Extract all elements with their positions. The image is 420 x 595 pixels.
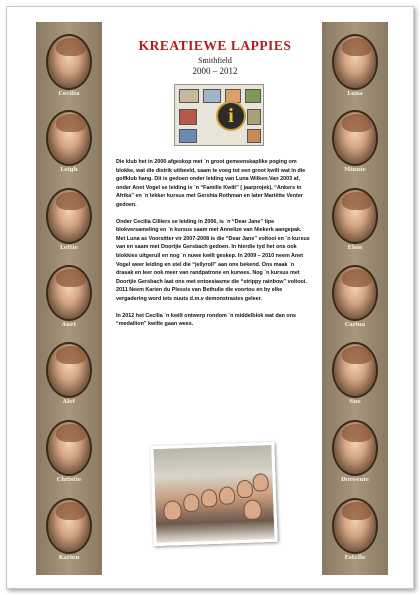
- portrait-photo: [332, 265, 378, 321]
- person: [163, 500, 182, 521]
- page-years: 2000 – 2012: [192, 66, 238, 76]
- quilt-block: [179, 109, 197, 125]
- portrait-name: Alet: [62, 399, 76, 405]
- portrait-photo: [46, 498, 92, 554]
- portrait: [40, 265, 98, 327]
- portrait-name: Estelle: [344, 555, 366, 561]
- portrait-photo: [46, 34, 92, 90]
- portrait: [40, 420, 98, 482]
- portrait-photo: [332, 34, 378, 90]
- portrait-name: Karien: [58, 555, 80, 561]
- portrait-name: Luna: [347, 91, 363, 97]
- left-portrait-column: [36, 22, 102, 575]
- portrait: [326, 34, 384, 96]
- quilt-block: [203, 89, 221, 103]
- person: [183, 494, 200, 513]
- portrait-photo: [332, 110, 378, 166]
- portrait-name: Lettie: [59, 245, 79, 251]
- info-icon: i: [216, 101, 246, 131]
- portrait-photo: [332, 342, 378, 398]
- portrait-name: Leigh: [60, 167, 78, 173]
- portrait: [326, 420, 384, 482]
- quilt-block: [179, 129, 197, 143]
- paragraph: Die klub het in 2000 afgeskop met `n groot gemeenskaplike poging om blokke, wat die distrik uitbeeld, saam te voeg tot een groot kwilt wat in die golfklub hang. Dit is gedoen onder leiding van Luna Wilken.Van 2003 af, onder Anet Vogel se leiding is `n “Familie Kwilt” ( jaarprojek), “Ankers in Afrika” en `n lekker kursus met Gershia Rothman en later Mariëtte Venter gedoen.: [116, 159, 306, 208]
- portrait: [326, 110, 384, 172]
- portrait: [40, 188, 98, 250]
- portrait-name: Doreenie: [341, 477, 369, 483]
- portrait-photo: [332, 188, 378, 244]
- portrait-name: Elsie: [347, 245, 363, 251]
- quilt-block: [247, 129, 261, 143]
- right-portrait-column: [322, 22, 388, 575]
- article-body: [116, 158, 312, 337]
- paragraph: Onder Cecilia Cilliers se leiding in 2006, is `n “Dear Jane” tipe blokversameling en `n kursus saam met Annelize van Niekerk aangepak. Met Luna as Voorsitter vir 2007-2008 is die “Dear Jane” voltooi en `n kursus van en saam met Doortjie Gersbach gedoen. In hierdie tyd het ons ook blokkies uitgeruil en nog `n nuwe kwilt geskep. In 2009 – 2010 neem Anet Vogel weer leiding en stel die “jellyroll” aan ons bekend. Ons maak `n drasak en leer ook meer van randpatrone en kurwes. Nog `n kursus met Doortjie Gersbach laat ons met entoesiasme die “strippy rainbow” voltooi. 2011 Neem Karien du Plessis van Bethulie die voortou en by elke vergadering word iets nuuts d.m.v demonstrasies geleer.: [116, 218, 310, 302]
- header: [110, 38, 320, 76]
- portrait: [40, 342, 98, 404]
- page-title: KREATIEWE LAPPIES: [138, 38, 292, 53]
- portrait-name: Christie: [56, 477, 82, 483]
- person: [243, 499, 262, 520]
- person: [219, 486, 236, 505]
- portrait: [326, 498, 384, 560]
- quilt-collage: [174, 84, 264, 146]
- portrait: [326, 188, 384, 250]
- portrait-name: Anet: [61, 322, 77, 328]
- portrait-name: Cecilia: [58, 91, 80, 97]
- quilt-block: [245, 89, 261, 103]
- portrait-photo: [46, 420, 92, 476]
- portrait: [326, 265, 384, 327]
- portrait-photo: [46, 110, 92, 166]
- portrait-name: Minnie: [344, 167, 366, 173]
- paragraph: In 2012 het Cecilia `n kwilt ontwerp rondom `n middelblok wat dan ons “medallion” kwilte gaan wees.: [116, 312, 297, 328]
- portrait: [40, 110, 98, 172]
- person: [201, 489, 218, 508]
- portrait-photo: [46, 342, 92, 398]
- person: [252, 473, 269, 492]
- portrait-photo: [332, 420, 378, 476]
- portrait-photo: [46, 188, 92, 244]
- quilt-block: [247, 109, 261, 125]
- portrait: [326, 342, 384, 404]
- portrait-name: Sue: [349, 399, 361, 405]
- person: [237, 480, 254, 499]
- page-subtitle: Smithfield: [198, 56, 232, 65]
- group-photo: [150, 442, 277, 546]
- quilt-block: [179, 89, 199, 103]
- portrait-photo: [332, 498, 378, 554]
- portrait: [40, 498, 98, 560]
- portrait-photo: [46, 265, 92, 321]
- portrait: [40, 34, 98, 96]
- portrait-name: Carina: [344, 322, 366, 328]
